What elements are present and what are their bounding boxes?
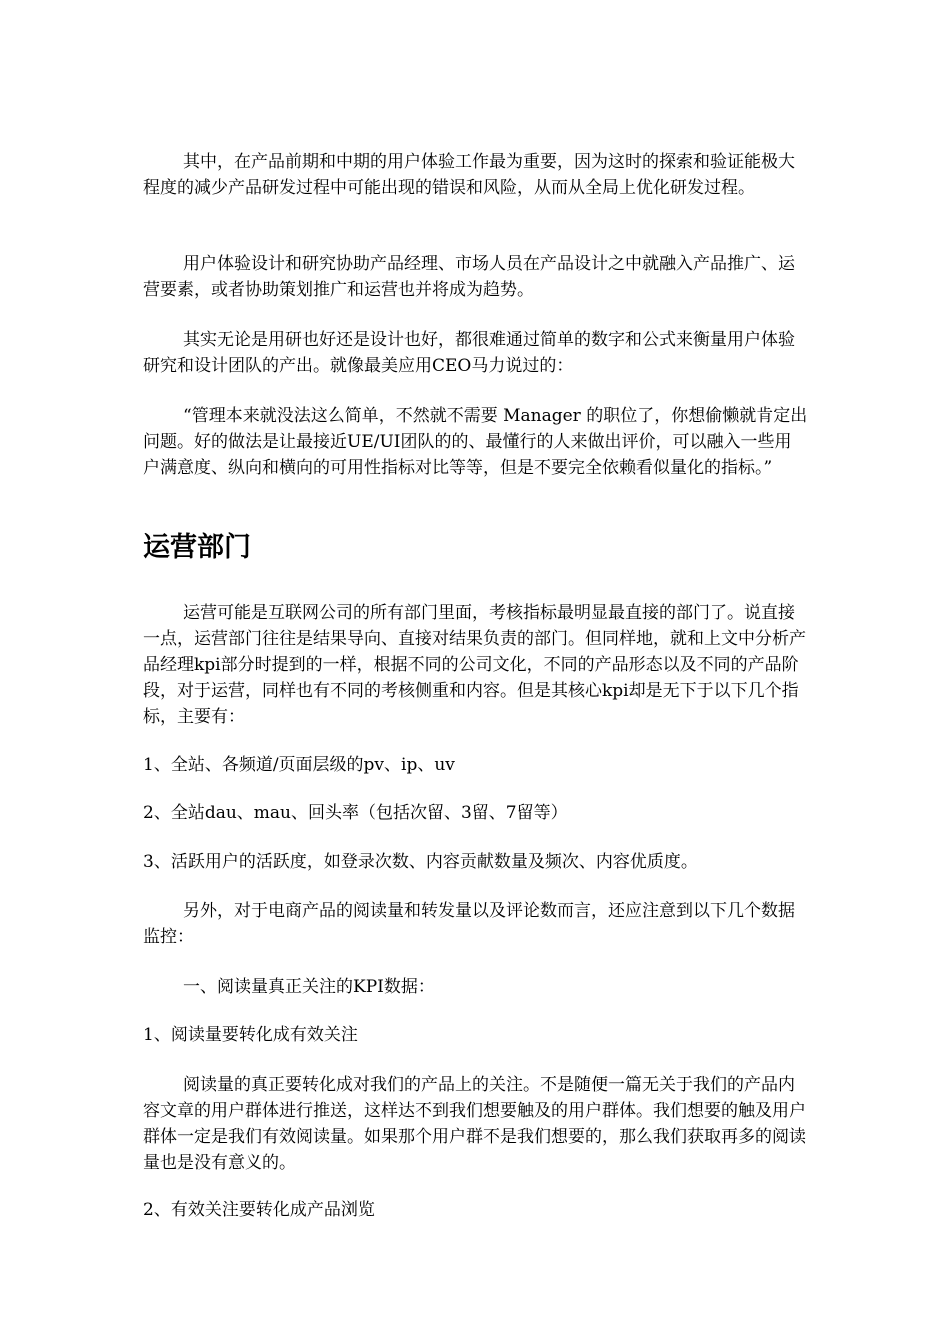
paragraph-ux-assist: 用户体验设计和研究协助产品经理、市场人员在产品设计之中就融入产品推广、运营要素，或者协助策划推广和运营也并将成为趋势。 — [143, 254, 795, 300]
list-item-effective-follow: 1、阅读量要转化成有效关注 — [143, 1025, 358, 1045]
list-item-product-browse: 2、有效关注要转化成产品浏览 — [143, 1200, 375, 1220]
paragraph-reading-conversion: 阅读量的真正要转化成对我们的产品上的关注。不是随便一篇无关于我们的产品内容文章的用户群体进行推送，这样达不到我们想要触及的用户群体。我们想要的触及用户群体一定是我们有效阅读量。如果那个用户群不是我们想要的，那么我们获取再多的阅读量也是没有意义的。 — [143, 1075, 806, 1173]
paragraph-operations-intro: 运营可能是互联网公司的所有部门里面，考核指标最明显最直接的部门了。说直接一点，运营部门往往是结果导向、直接对结果负责的部门。但同样地，就和上文中分析产品经理kpi部分时提到的一样，根据不同的公司文化，不同的产品形态以及不同的产品阶段，对于运营，同样也有不同的考核侧重和内容。但是其核心kpi却是无下于以下几个指标，主要有： — [143, 603, 806, 727]
paragraph-ux-measure: 其实无论是用研也好还是设计也好，都很难通过简单的数字和公式来衡量用户体验研究和设计团队的产出。就像最美应用CEO马力说过的： — [143, 330, 795, 376]
list-item-kpi-3: 3、活跃用户的活跃度，如登录次数、内容贡献数量及频次、内容优质度。 — [143, 852, 698, 872]
paragraph-ecommerce-monitoring: 另外，对于电商产品的阅读量和转发量以及评论数而言，还应注意到以下几个数据监控： — [143, 901, 795, 947]
paragraph-ux-priority: 其中，在产品前期和中期的用户体验工作最为重要，因为这时的探索和验证能极大程度的减少产品研发过程中可能出现的错误和风险，从而从全局上优化研发过程。 — [143, 152, 795, 198]
list-item-kpi-1: 1、全站、各频道/页面层级的pv、ip、uv — [143, 755, 455, 775]
paragraph-reading-kpi: 一、阅读量真正关注的KPI数据： — [183, 977, 435, 997]
list-item-kpi-2: 2、全站dau、mau、回头率（包括次留、3留、7留等） — [143, 803, 568, 823]
section-heading-operations: 运营部门 — [143, 532, 251, 563]
paragraph-quote: “管理本来就没法这么简单，不然就不需要 Manager 的职位了，你想偷懒就肯定出问题。好的做法是让最接近UE/UI团队的的、最懂行的人来做出评价，可以融入一些用户满意度、纵向和横向的可用性指标对比等等，但是不要完全依赖看似量化的指标。” — [143, 406, 808, 478]
